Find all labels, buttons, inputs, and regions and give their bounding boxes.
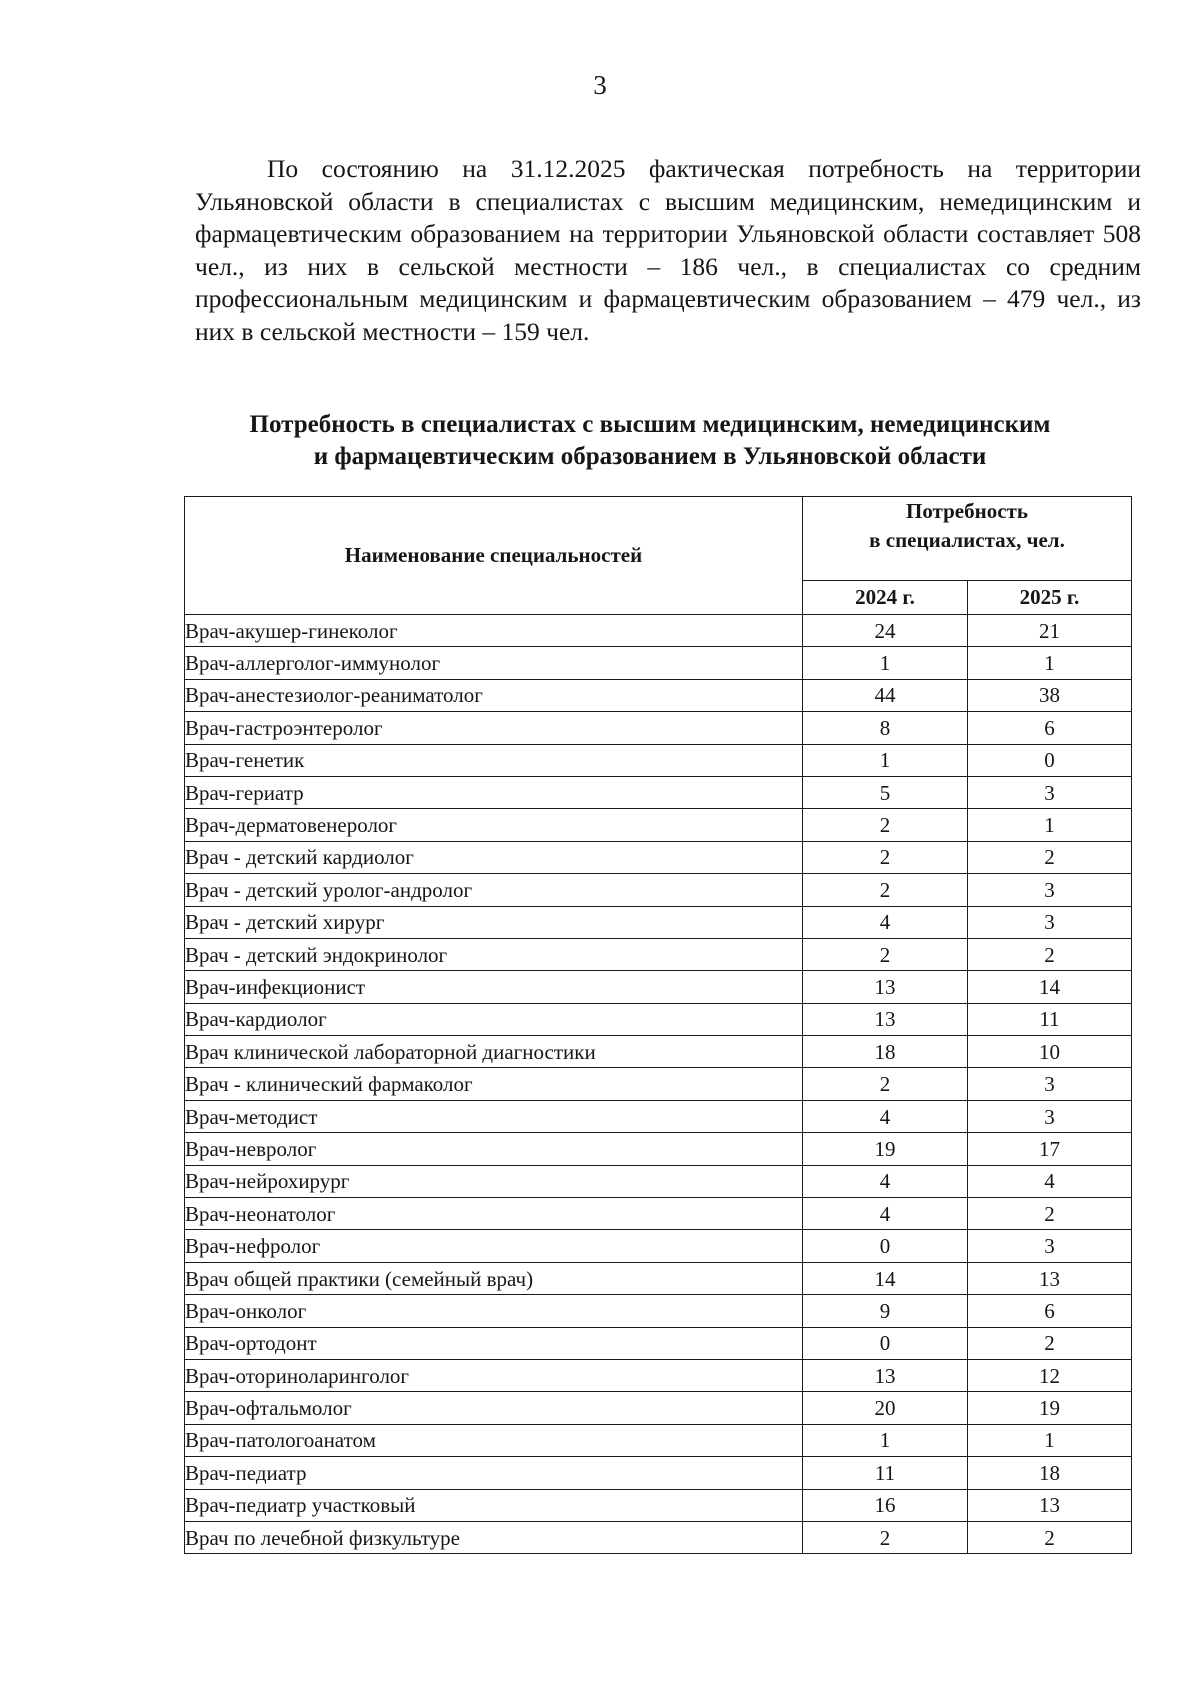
specialty-name-cell: Врач-анестезиолог-реаниматолог <box>185 679 803 711</box>
need-2025-cell: 3 <box>968 1100 1132 1132</box>
need-2025-cell: 11 <box>968 1003 1132 1035</box>
table-row <box>185 1327 1132 1359</box>
specialty-name-cell: Врач-генетик <box>185 744 803 776</box>
table-body <box>185 615 1132 1554</box>
need-2025-cell: 2 <box>968 841 1132 873</box>
need-2025-cell: 2 <box>968 1521 1132 1553</box>
table-row <box>185 809 1132 841</box>
specialty-name-cell: Врач - клинический фармаколог <box>185 1068 803 1100</box>
specialty-name-cell: Врач-аллерголог-иммунолог <box>185 647 803 679</box>
header-need-line-2: в специалистах, чел. <box>869 528 1065 552</box>
specialty-name-cell: Врач-методист <box>185 1100 803 1132</box>
specialists-needs-table <box>184 496 1132 1554</box>
page-number: 3 <box>593 70 607 100</box>
need-2025-cell: 1 <box>968 1424 1132 1456</box>
table-row <box>185 841 1132 873</box>
specialty-name-cell: Врач-дерматовенеролог <box>185 809 803 841</box>
table-row <box>185 1359 1132 1391</box>
need-2024-cell: 4 <box>803 1198 968 1230</box>
need-2025-cell: 17 <box>968 1133 1132 1165</box>
need-2024-cell: 19 <box>803 1133 968 1165</box>
specialty-name-cell: Врач клинической лабораторной диагностики <box>185 1036 803 1068</box>
specialty-name-cell: Врач-неонатолог <box>185 1198 803 1230</box>
table-row <box>185 1295 1132 1327</box>
table-row <box>185 1198 1132 1230</box>
need-2025-cell: 18 <box>968 1457 1132 1489</box>
table-title <box>150 409 1150 473</box>
need-2025-cell: 1 <box>968 809 1132 841</box>
specialty-name-cell: Врач - детский кардиолог <box>185 841 803 873</box>
need-2024-cell: 5 <box>803 776 968 808</box>
table-row <box>185 874 1132 906</box>
need-2025-cell: 6 <box>968 1295 1132 1327</box>
header-need-group <box>803 497 1132 581</box>
need-2024-cell: 1 <box>803 647 968 679</box>
specialty-name-cell: Врач-патологоанатом <box>185 1424 803 1456</box>
need-2025-cell: 3 <box>968 1230 1132 1262</box>
table-row <box>185 1003 1132 1035</box>
specialty-name-cell: Врач-инфекционист <box>185 971 803 1003</box>
specialty-name-cell: Врач-онколог <box>185 1295 803 1327</box>
need-2025-cell: 14 <box>968 971 1132 1003</box>
specialty-name-cell: Врач - детский уролог-андролог <box>185 874 803 906</box>
need-2024-cell: 0 <box>803 1327 968 1359</box>
need-2024-cell: 13 <box>803 1003 968 1035</box>
need-2025-cell: 2 <box>968 1198 1132 1230</box>
specialty-name-cell: Врач-оториноларинголог <box>185 1359 803 1391</box>
need-2024-cell: 2 <box>803 874 968 906</box>
need-2024-cell: 2 <box>803 841 968 873</box>
table-row <box>185 1165 1132 1197</box>
specialty-name-cell: Врач-гериатр <box>185 776 803 808</box>
need-2025-cell: 3 <box>968 906 1132 938</box>
specialty-name-cell: Врач-гастроэнтеролог <box>185 712 803 744</box>
need-2025-cell: 13 <box>968 1489 1132 1521</box>
need-2025-cell: 10 <box>968 1036 1132 1068</box>
specialty-name-cell: Врач-ортодонт <box>185 1327 803 1359</box>
table-row <box>185 1489 1132 1521</box>
table-row <box>185 1068 1132 1100</box>
specialty-name-cell: Врач-нейрохирург <box>185 1165 803 1197</box>
table-row <box>185 1424 1132 1456</box>
need-2025-cell: 4 <box>968 1165 1132 1197</box>
header-need-line-1: Потребность <box>906 499 1028 523</box>
need-2025-cell: 1 <box>968 647 1132 679</box>
table-row <box>185 744 1132 776</box>
header-specialty-name: Наименование специальностей <box>185 497 803 615</box>
intro-paragraph: По состоянию на 31.12.2025 фактическая потребность на территории Ульяновской области в специалистах с высшим медицинским, немедицинским и фармацевтическим образованием на территории Ульяновской области составляет 508 чел., из них в сельской местности – 186 чел., в специалистах со средним профессиональным медицинским и фармацевтическим образованием – 479 чел., из них в сельской местности – 159 чел. <box>195 154 1141 346</box>
need-2025-cell: 2 <box>968 1327 1132 1359</box>
need-2025-cell: 3 <box>968 776 1132 808</box>
header-year-2024: 2024 г. <box>803 580 968 614</box>
need-2024-cell: 2 <box>803 938 968 970</box>
need-2024-cell: 2 <box>803 1068 968 1100</box>
specialty-name-cell: Врач-акушер-гинеколог <box>185 615 803 647</box>
need-2024-cell: 9 <box>803 1295 968 1327</box>
need-2025-cell: 2 <box>968 938 1132 970</box>
table-row <box>185 679 1132 711</box>
specialty-name-cell: Врач-офтальмолог <box>185 1392 803 1424</box>
need-2025-cell: 21 <box>968 615 1132 647</box>
table-row <box>185 906 1132 938</box>
need-2024-cell: 44 <box>803 679 968 711</box>
table-row <box>185 647 1132 679</box>
specialty-name-cell: Врач общей практики (семейный врач) <box>185 1262 803 1294</box>
specialty-name-cell: Врач-педиатр участковый <box>185 1489 803 1521</box>
need-2024-cell: 13 <box>803 1359 968 1391</box>
specialty-name-cell: Врач-педиатр <box>185 1457 803 1489</box>
table-title-line-2: и фармацевтическим образованием в Ульяновской области <box>313 443 987 470</box>
need-2025-cell: 6 <box>968 712 1132 744</box>
table-row <box>185 938 1132 970</box>
table-row <box>185 615 1132 647</box>
need-2025-cell: 12 <box>968 1359 1132 1391</box>
table-row <box>185 712 1132 744</box>
need-2024-cell: 24 <box>803 615 968 647</box>
need-2024-cell: 13 <box>803 971 968 1003</box>
need-2024-cell: 1 <box>803 1424 968 1456</box>
specialty-name-cell: Врач-нефролог <box>185 1230 803 1262</box>
table-row <box>185 1521 1132 1553</box>
need-2025-cell: 3 <box>968 874 1132 906</box>
need-2024-cell: 0 <box>803 1230 968 1262</box>
need-2025-cell: 3 <box>968 1068 1132 1100</box>
need-2025-cell: 0 <box>968 744 1132 776</box>
specialty-name-cell: Врач по лечебной физкультуре <box>185 1521 803 1553</box>
need-2025-cell: 19 <box>968 1392 1132 1424</box>
need-2024-cell: 2 <box>803 809 968 841</box>
need-2025-cell: 38 <box>968 679 1132 711</box>
need-2024-cell: 1 <box>803 744 968 776</box>
need-2024-cell: 4 <box>803 1165 968 1197</box>
need-2024-cell: 8 <box>803 712 968 744</box>
need-2024-cell: 16 <box>803 1489 968 1521</box>
table-row <box>185 1457 1132 1489</box>
table-row <box>185 776 1132 808</box>
need-2024-cell: 11 <box>803 1457 968 1489</box>
table-row <box>185 1036 1132 1068</box>
need-2025-cell: 13 <box>968 1262 1132 1294</box>
table-row <box>185 1100 1132 1132</box>
specialty-name-cell: Врач - детский эндокринолог <box>185 938 803 970</box>
need-2024-cell: 4 <box>803 906 968 938</box>
need-2024-cell: 2 <box>803 1521 968 1553</box>
need-2024-cell: 20 <box>803 1392 968 1424</box>
table-title-line-1: Потребность в специалистах с высшим медицинским, немедицинским <box>249 411 1051 438</box>
need-2024-cell: 14 <box>803 1262 968 1294</box>
need-2024-cell: 4 <box>803 1100 968 1132</box>
table-row <box>185 1133 1132 1165</box>
table-row <box>185 1392 1132 1424</box>
table-row <box>185 971 1132 1003</box>
table-row <box>185 1262 1132 1294</box>
header-year-2025: 2025 г. <box>968 580 1132 614</box>
need-2024-cell: 18 <box>803 1036 968 1068</box>
specialty-name-cell: Врач - детский хирург <box>185 906 803 938</box>
specialty-name-cell: Врач-кардиолог <box>185 1003 803 1035</box>
specialty-name-cell: Врач-невролог <box>185 1133 803 1165</box>
table-row <box>185 1230 1132 1262</box>
